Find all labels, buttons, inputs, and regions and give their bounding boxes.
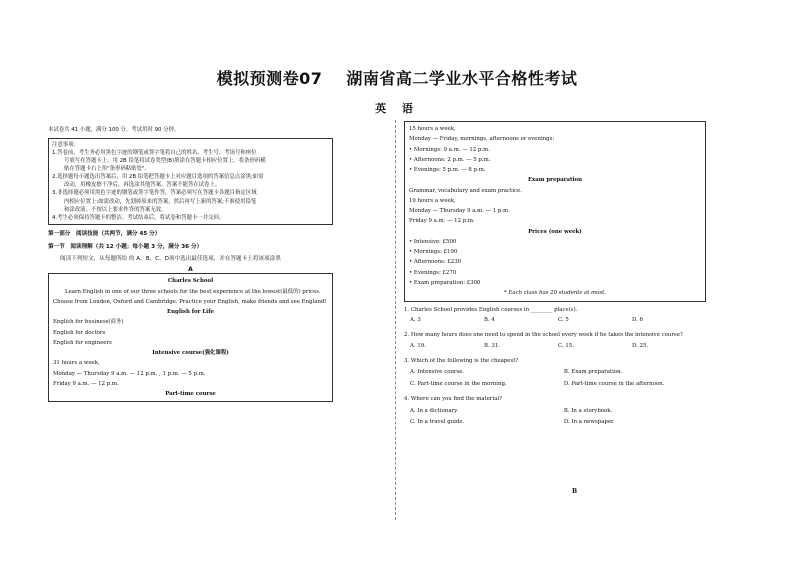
exam-line: Grammar, vocabulary and exam practice. (409, 187, 522, 194)
passage-paragraph: Learn English in one of our three schools for the best experience at the lowest(最低的) prices. (65, 288, 321, 295)
option-b[interactable]: B. 31. (484, 342, 500, 349)
option-a[interactable]: A. 19. (410, 342, 426, 349)
option-c[interactable]: C. Part-time course in the morning. (410, 381, 507, 388)
parttime-line: • Evenings: 5 p.m. — 8 p.m. (409, 167, 486, 174)
price-line: • Exam preparation: £300 (409, 279, 481, 286)
intensive-title: Intensive course(强化课程) (152, 350, 229, 357)
note-line: 改动，用橡皮擦干净后，再选涂其他答案。答案不能答在试卷上。 (64, 182, 221, 189)
parttime-line: • Afternoons: 2 p.m. — 5 p.m. (409, 156, 491, 163)
option-a[interactable]: A. In a dictionary. (410, 407, 459, 414)
price-line: • Afternoons: £230 (409, 259, 462, 266)
question-1 (404, 307, 706, 325)
intensive-line: Monday — Thursday 9 a.m. — 12 p.m. , 1 p.m. — 5 p.m. (53, 370, 206, 377)
price-line: • Intensive: £500 (409, 238, 457, 245)
notes-heading: 注意事项: (52, 141, 76, 148)
price-line: • Mornings: £190 (409, 249, 458, 256)
part-heading: 第一部分 阅读技能（共两节，满分 45 分） (48, 230, 161, 237)
parttime-line: 15 hours a week, (409, 126, 456, 132)
note-line: 内相应位置上;如需改动，先划掉原来的答案，然后再写上新的答案;不准使用铅笔 (64, 198, 257, 205)
parttime-line: Monday — Friday, mornings, afternoons or evenings: (409, 136, 555, 143)
question-3 (404, 358, 706, 388)
option-d[interactable]: D. Part-time course in the afternoon. (563, 381, 665, 388)
instructions: 阅读下列短文，从每题所给 的 A、B、C、D项中选出最佳选项，并在答题卡上将该项涂黑 (60, 255, 281, 262)
title-right: 湖南省高二学业水平合格性考试 (346, 69, 578, 88)
option-d[interactable]: D. In a newspaper. (563, 419, 615, 426)
note-line: 4.考生必须保持答题卡的整洁。考试结束后，将试卷和答题卡一并交回。 (52, 214, 225, 221)
note-line: 号填写在答题卡上。用 2B 铅笔将试卷类型(B)填涂在答题卡相应位置上。将条形码横 (64, 157, 266, 164)
price-line: • Evenings: £270 (409, 269, 457, 276)
option-d[interactable]: D. 25. (632, 342, 649, 349)
intensive-line: Friday 9 a.m. — 12 p.m. (53, 380, 119, 387)
option-b[interactable]: B. Exam preparation. (563, 369, 623, 376)
column-divider (395, 120, 396, 520)
note-line: 1.答卷前，考生务必用黑色字迹的钢笔或签字笔将自己的姓名、考生号、考场号和座位 (52, 149, 257, 156)
passage-letter-a: A (188, 265, 193, 273)
passage-box (48, 273, 333, 402)
option-a[interactable]: A. Intensive course. (410, 369, 465, 376)
english-for-life-title: English for Life (167, 309, 214, 316)
left-column (48, 127, 333, 402)
option-c[interactable]: C. In a travel guide. (410, 419, 465, 426)
class-size-note: * Each class has 20 students at most. (504, 290, 606, 297)
exam-intro: 本试卷共 41 小题，满分 100 分。考试用时 90 分钟。 (48, 127, 180, 133)
passage-paragraph: Choose from London, Oxford and Cambridge. Practice your English, make friends and see England! (53, 298, 327, 305)
question-4 (404, 396, 706, 426)
note-line: 和涂改液。不按以上要求作答的答案无效。 (64, 206, 167, 213)
course-item: English for engineers (53, 339, 112, 346)
option-b[interactable]: B. 4 (484, 317, 495, 324)
question-2 (404, 332, 706, 350)
exam-line: Monday — Thursday 9 a.m. — 1 p.m. (409, 208, 510, 215)
exam-title: Exam preparation (527, 177, 583, 184)
notes-box (48, 138, 333, 225)
course-item: English for business(商务) (53, 319, 124, 326)
page-title (0, 66, 794, 89)
course-item: English for doctors (53, 329, 106, 336)
option-a[interactable]: A. 3 (410, 317, 421, 324)
subject-heading: 英 语 (375, 102, 419, 115)
school-title: Charles School (167, 278, 214, 285)
title-left: 模拟预测卷07 (216, 69, 323, 88)
option-c[interactable]: C. 5 (558, 317, 569, 324)
section-heading: 第一节 阅读理解（共 12 小题；每小题 3 分，满分 36 分） (48, 243, 203, 250)
parttime-line: • Mornings: 9 a.m. — 12 p.m. (409, 146, 490, 153)
parttime-title: Part-time course (165, 391, 216, 398)
right-column (404, 121, 706, 426)
option-c[interactable]: C. 15. (558, 342, 574, 349)
passage-continued-box (404, 121, 706, 302)
question-stem: 3. Which of the following is the cheapest? (404, 357, 519, 364)
question-stem: 4. Where can you find the material? (404, 395, 503, 402)
prices-title: Prices (one week) (528, 228, 582, 235)
note-line: 2.选择题每小题选出答案后，用 2B 铅笔把答题卡上对应题目选项的答案信息点涂黑;如需 (52, 174, 264, 181)
note-line: 3.非选择题必须用黑色字迹的钢笔或签字笔作答，答案必须写在答题卡各题目指定区域 (52, 190, 257, 197)
note-line: 贴在答题卡右上角"条形码粘贴处"。 (64, 166, 150, 173)
passage-letter-b: B (572, 488, 578, 495)
exam-line: 19 hours a week, (409, 197, 456, 204)
question-stem: 2. How many hours does one need to spend in the school every week if he takes the intensive course? (404, 332, 683, 339)
question-stem: 1. Charles School provides English courses in ________ place(s). (404, 306, 578, 313)
exam-line: Friday 9 a.m. — 12 p.m. (409, 218, 475, 225)
option-b[interactable]: B. In a storybook. (563, 407, 613, 414)
intensive-line: 31 hours a week, (53, 360, 100, 367)
option-d[interactable]: D. 6 (632, 317, 643, 324)
